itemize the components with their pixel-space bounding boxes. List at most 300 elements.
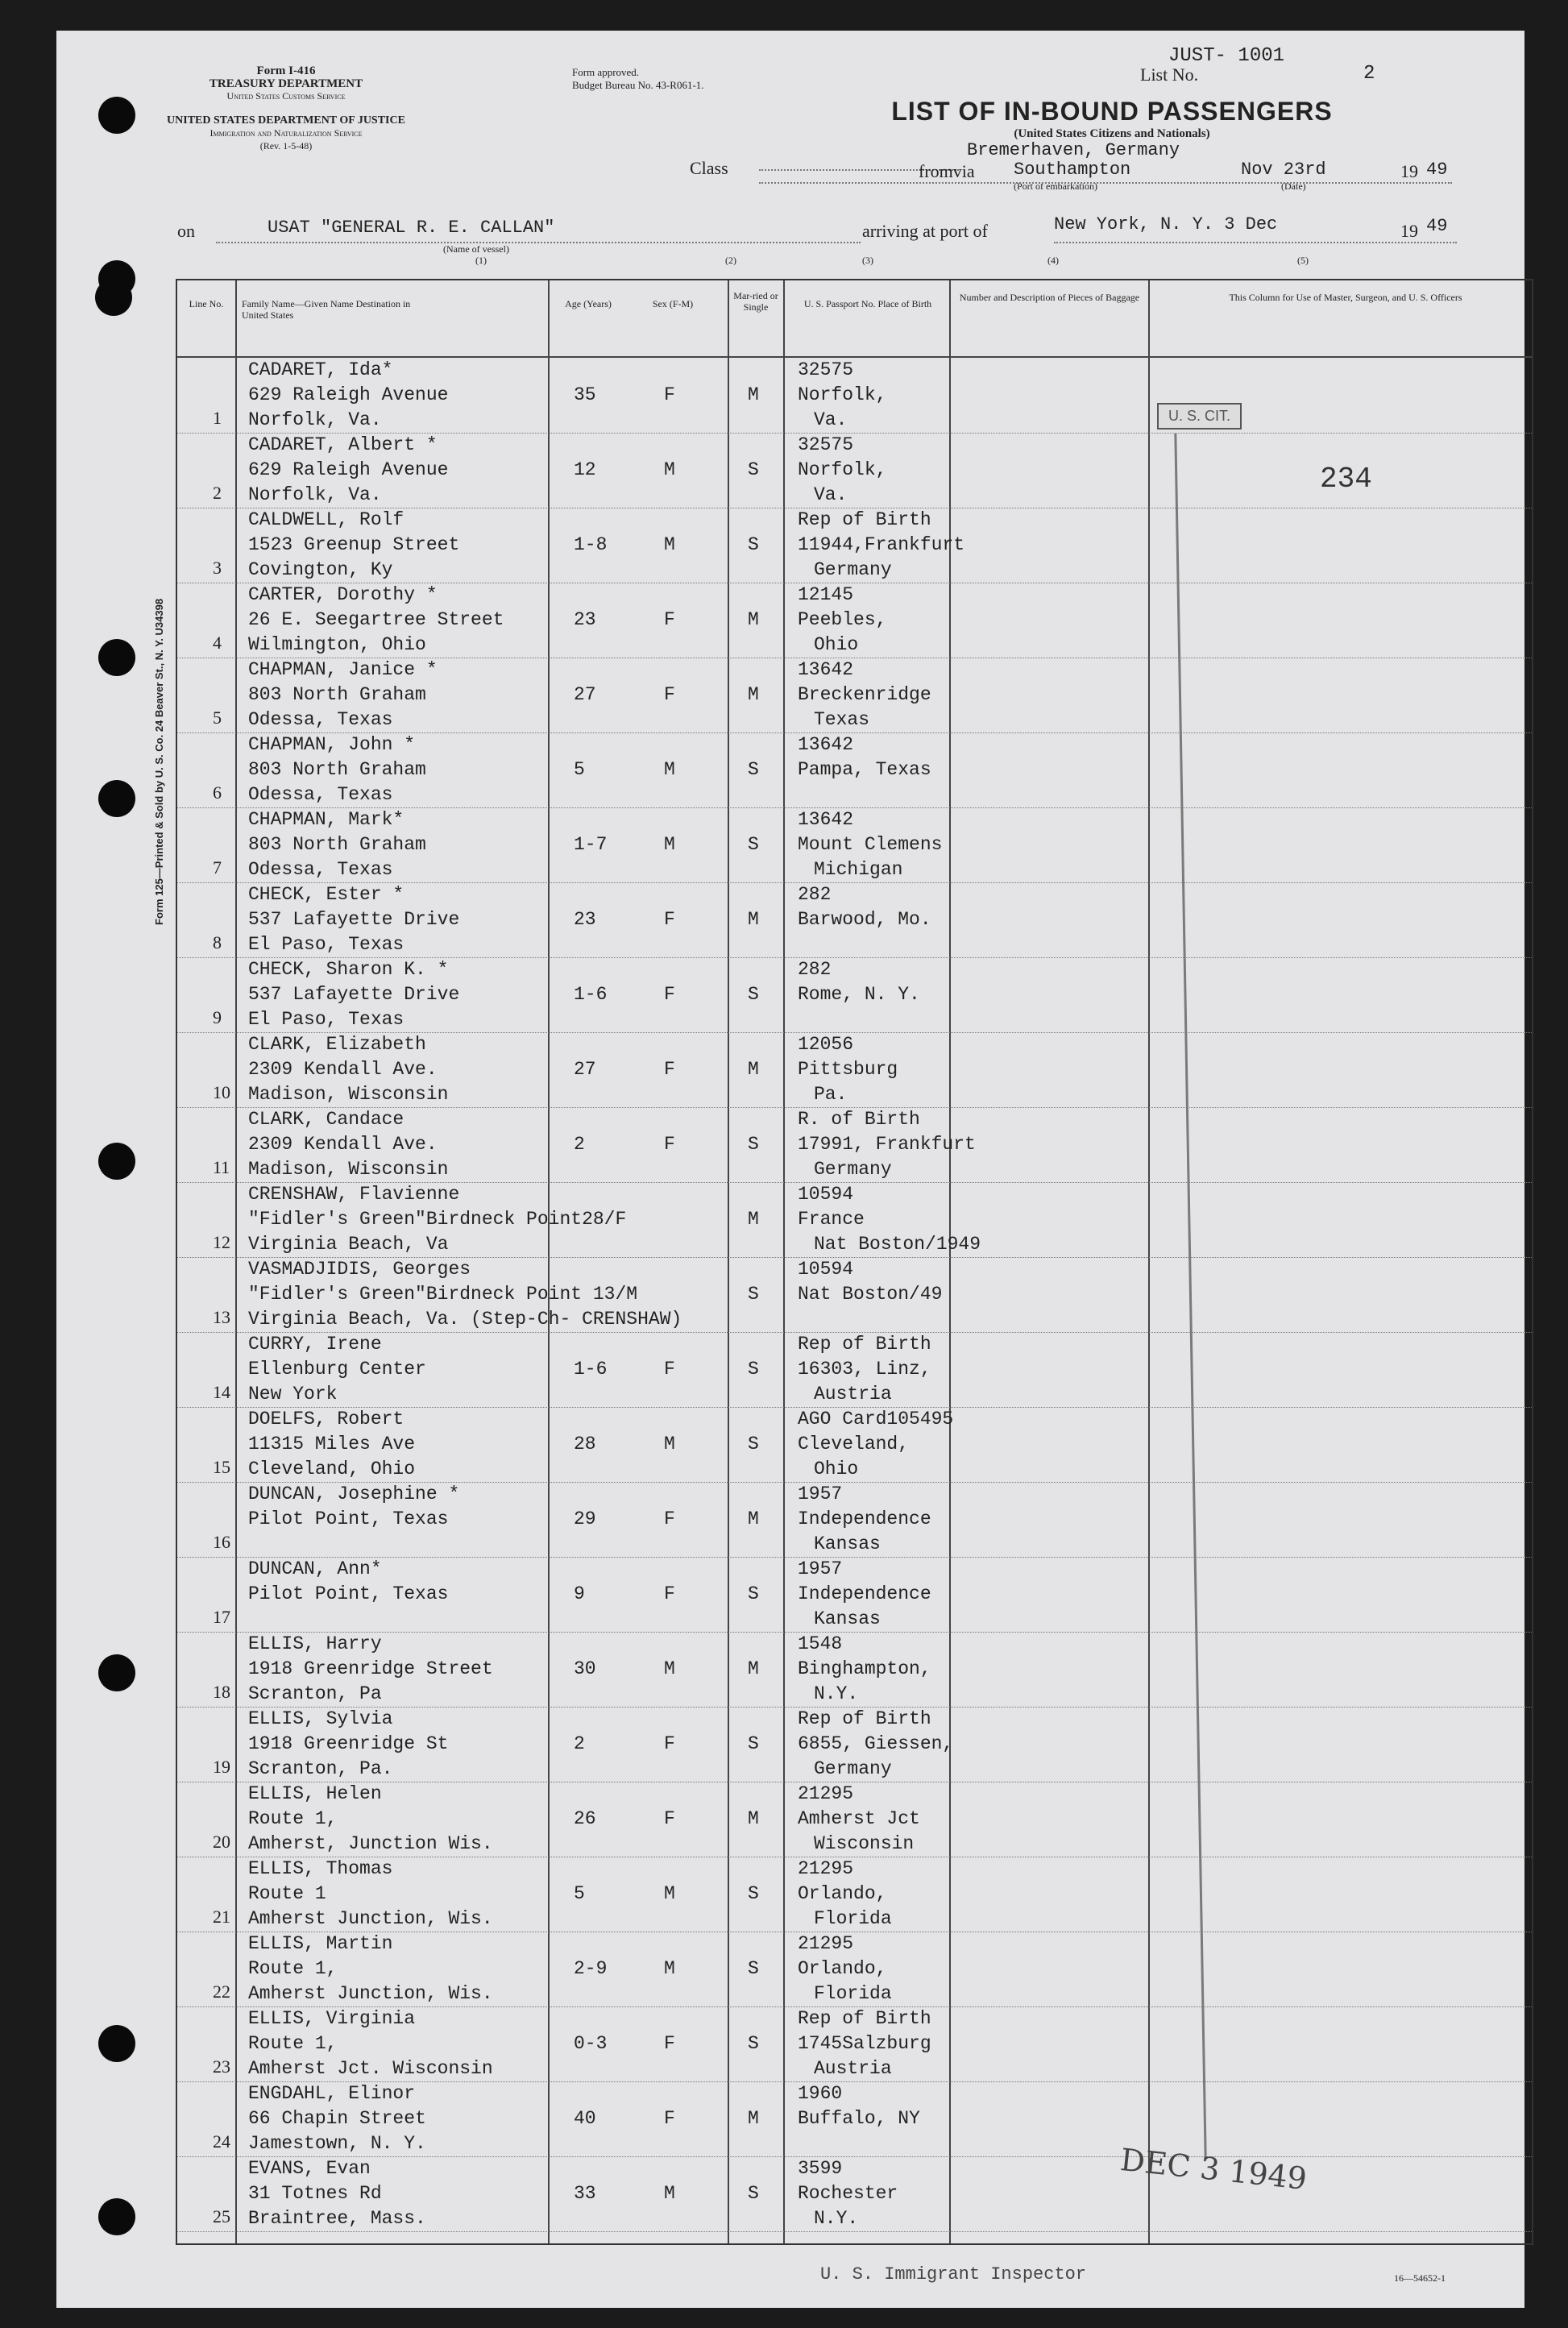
address-line: 31 Totnes Rd — [248, 2183, 382, 2204]
sex-cell: M — [664, 1658, 675, 1679]
birthplace-line: Va. — [814, 484, 848, 505]
address-line: 1523 Greenup Street — [248, 534, 460, 555]
address-line: 537 Lafayette Drive — [248, 909, 460, 930]
class-label: Class — [690, 158, 728, 178]
line-number: 22 — [213, 1981, 230, 2002]
passport-line: 282 — [798, 959, 832, 980]
city-line: Amherst, Junction Wis. — [248, 1833, 493, 1854]
punch-hole — [98, 1143, 135, 1180]
name-line: ELLIS, Virginia — [248, 2008, 416, 2029]
sex-cell: M — [664, 759, 675, 780]
passport-line: 10594 — [798, 1184, 854, 1205]
marital-cell: M — [748, 909, 759, 930]
name-line: CARTER, Dorothy * — [248, 584, 438, 605]
arrival-year-prefix: 19 — [1400, 221, 1418, 241]
birthplace-line: Kansas — [814, 1608, 881, 1629]
age-cell: 35 — [574, 384, 596, 405]
marital-cell: S — [748, 459, 759, 480]
sex-cell: F — [664, 1508, 675, 1529]
col-head-married: Mar-ried or Single — [733, 290, 778, 313]
name-line: ELLIS, Harry — [248, 1633, 382, 1654]
table-row — [177, 658, 1532, 733]
embark-caption: (Port of embarkation) — [1014, 181, 1097, 192]
table-row — [177, 1557, 1532, 1633]
line-number: 16 — [213, 1532, 230, 1552]
age-cell: 2 — [574, 1733, 585, 1754]
just-number: JUST- 1001 — [1168, 45, 1285, 67]
address-line: "Fidler's Green"Birdneck Point 13/M — [248, 1284, 638, 1305]
address-line: 2309 Kendall Ave. — [248, 1134, 438, 1155]
table-row — [177, 1707, 1532, 1782]
age-cell: 1-7 — [574, 834, 608, 855]
name-line: DOELFS, Robert — [248, 1409, 404, 1430]
punch-hole — [98, 780, 135, 817]
year-prefix: 19 — [1400, 161, 1418, 181]
line-number: 11 — [213, 1157, 230, 1177]
age-cell: 26 — [574, 1808, 596, 1829]
embark-port-1: Bremerhaven, Germany — [967, 140, 1180, 160]
name-line: CRENSHAW, Flavienne — [248, 1184, 460, 1205]
sex-cell: F — [664, 1808, 675, 1829]
name-line: CHAPMAN, Janice * — [248, 659, 438, 680]
address-line: Ellenburg Center — [248, 1359, 426, 1380]
age-cell: 28 — [574, 1434, 596, 1454]
passport-line: 12145 — [798, 584, 854, 605]
age-cell: 27 — [574, 1059, 596, 1080]
table-row — [177, 1182, 1532, 1258]
list-no-value: 2 — [1363, 63, 1375, 85]
city-line: Braintree, Mass. — [248, 2208, 426, 2229]
sex-cell: F — [664, 1359, 675, 1380]
col-head-line: Line No. — [189, 298, 224, 309]
passport-line: 3599 — [798, 2158, 843, 2179]
name-line: ELLIS, Helen — [248, 1783, 382, 1804]
name-line: CURRY, Irene — [248, 1334, 382, 1355]
address-line: 1918 Greenridge St — [248, 1733, 449, 1754]
city-line: El Paso, Texas — [248, 934, 404, 955]
arrival-dotted-line — [1054, 242, 1457, 243]
embark-year: 49 — [1426, 160, 1448, 180]
name-line: DUNCAN, Josephine * — [248, 1484, 460, 1504]
city-line: Odessa, Texas — [248, 784, 393, 805]
birthplace-line: Orlando, — [798, 1883, 887, 1904]
name-line: CLARK, Elizabeth — [248, 1034, 426, 1055]
customs-service: United States Customs Service — [226, 90, 346, 102]
city-line: Amherst Junction, Wis. — [248, 1908, 493, 1929]
sex-cell: F — [664, 1583, 675, 1604]
arrival-year: 49 — [1426, 216, 1448, 236]
punch-hole — [98, 639, 135, 676]
age-cell: 1-6 — [574, 1359, 608, 1380]
us-citizen-stamp: U. S. CIT. — [1157, 403, 1242, 429]
birthplace-line: Michigan — [814, 859, 903, 880]
table-row — [177, 1782, 1532, 1857]
on-label: on — [177, 221, 195, 241]
embark-date: Nov 23rd — [1241, 160, 1326, 180]
marital-cell: M — [748, 1059, 759, 1080]
passport-line: 12056 — [798, 1034, 854, 1055]
city-line: Virginia Beach, Va — [248, 1234, 449, 1255]
address-line: 1918 Greenridge Street — [248, 1658, 493, 1679]
address-line: 803 North Graham — [248, 684, 426, 705]
age-cell: 40 — [574, 2108, 596, 2129]
sex-cell: M — [664, 1883, 675, 1904]
line-number: 8 — [213, 932, 222, 952]
passport-line: 1960 — [798, 2083, 843, 2104]
birthplace-line: Pa. — [814, 1084, 848, 1105]
col-head-baggage: Number and Description of Pieces of Baggage — [959, 292, 1140, 303]
passport-line: Rep of Birth — [798, 509, 931, 530]
line-number: 4 — [213, 633, 222, 653]
address-line: 629 Raleigh Avenue — [248, 459, 449, 480]
marital-cell: S — [748, 2183, 759, 2204]
age-cell: 1-8 — [574, 534, 608, 555]
passport-line: 21295 — [798, 1858, 854, 1879]
address-line: Route 1 — [248, 1883, 326, 1904]
birthplace-line: Pampa, Texas — [798, 759, 931, 780]
birthplace-line: Rochester — [798, 2183, 898, 2204]
line-number: 15 — [213, 1457, 230, 1477]
marital-cell: S — [748, 534, 759, 555]
marital-cell: S — [748, 1134, 759, 1155]
birthplace-line: Norfolk, — [798, 459, 887, 480]
line-number: 5 — [213, 708, 222, 728]
address-line: Pilot Point, Texas — [248, 1508, 449, 1529]
birthplace-line: N.Y. — [814, 2208, 859, 2229]
city-line: Scranton, Pa. — [248, 1758, 393, 1779]
arrival-port: New York, N. Y. 3 Dec — [1054, 214, 1278, 234]
table-row — [177, 1482, 1532, 1558]
age-cell: 1-6 — [574, 984, 608, 1005]
birthplace-line: Nat Boston/49 — [798, 1284, 943, 1305]
passport-line: 21295 — [798, 1783, 854, 1804]
name-line: EVANS, Evan — [248, 2158, 371, 2179]
vessel-dotted-line — [216, 242, 861, 243]
name-line: CALDWELL, Rolf — [248, 509, 404, 530]
vessel-caption-num: (1) — [475, 255, 487, 266]
city-line: Odessa, Texas — [248, 709, 393, 730]
treasury-dept: TREASURY DEPARTMENT — [209, 77, 363, 90]
sex-cell: M — [664, 834, 675, 855]
birthplace-line: Austria — [814, 2058, 892, 2079]
birthplace-line: Germany — [814, 1159, 892, 1180]
birthplace-line: Mount Clemens — [798, 834, 943, 855]
age-cell: 33 — [574, 2183, 596, 2204]
table-row — [177, 2156, 1532, 2232]
line-number: 14 — [213, 1382, 230, 1402]
line-number: 6 — [213, 782, 222, 803]
birthplace-line: Nat Boston/1949 — [814, 1234, 981, 1255]
line-number: 2 — [213, 483, 222, 503]
name-line: CADARET, Ida* — [248, 359, 393, 380]
passport-line: AGO Card105495 — [798, 1409, 954, 1430]
birthplace-line: Pittsburg — [798, 1059, 898, 1080]
col-head-name: Family Name—Given Name Destination in United States — [242, 298, 411, 321]
marital-cell: S — [748, 834, 759, 855]
count-stamp: 234 — [1320, 463, 1372, 496]
table-row — [177, 882, 1532, 958]
city-line: Amherst Jct. Wisconsin — [248, 2058, 493, 2079]
passport-line: 1957 — [798, 1558, 843, 1579]
sex-cell: F — [664, 984, 675, 1005]
marital-cell: M — [748, 1209, 759, 1230]
punch-hole — [98, 2198, 135, 2235]
line-number: 23 — [213, 2056, 230, 2077]
ins-service: Immigration and Naturalization Service — [209, 127, 363, 139]
punch-hole — [98, 2025, 135, 2062]
city-line: Odessa, Texas — [248, 859, 393, 880]
city-line: Madison, Wisconsin — [248, 1159, 449, 1180]
form-number: Form I-416 — [256, 64, 316, 77]
marital-cell: M — [748, 1508, 759, 1529]
table-row — [177, 2081, 1532, 2157]
age-cell: 30 — [574, 1658, 596, 1679]
name-line: ELLIS, Martin — [248, 1933, 393, 1954]
marital-cell: M — [748, 2108, 759, 2129]
line-number: 1 — [213, 408, 222, 428]
vessel-caption: (Name of vessel) — [443, 243, 509, 255]
passport-line: 21295 — [798, 1933, 854, 1954]
name-line: CADARET, Albert * — [248, 434, 438, 455]
birthplace-line: Austria — [814, 1384, 892, 1405]
inspector-caption: U. S. Immigrant Inspector — [820, 2264, 1087, 2284]
birthplace-line: 6855, Giessen, — [798, 1733, 954, 1754]
passenger-table — [176, 279, 1533, 2245]
vessel-name: USAT "GENERAL R. E. CALLAN" — [268, 218, 555, 238]
birthplace-line: 11944,Frankfurt — [798, 534, 965, 555]
city-line: Jamestown, N. Y. — [248, 2133, 426, 2154]
sex-cell: F — [664, 1134, 675, 1155]
name-line: ELLIS, Sylvia — [248, 1708, 393, 1729]
table-row — [177, 807, 1532, 883]
line-number: 12 — [213, 1232, 230, 1252]
sex-cell: M — [664, 1958, 675, 1979]
age-cell: 23 — [574, 609, 596, 630]
city-line: Virginia Beach, Va. (Step-Ch- CRENSHAW) — [248, 1309, 682, 1330]
marital-cell: S — [748, 1883, 759, 1904]
marital-cell: S — [748, 1733, 759, 1754]
col-head-sex: Sex (F-M) — [652, 298, 694, 309]
justice-dept: UNITED STATES DEPARTMENT OF JUSTICE — [167, 114, 405, 127]
birthplace-line: Breckenridge — [798, 684, 931, 705]
col-num-3-top: (3) — [862, 255, 873, 266]
birthplace-line: Ohio — [814, 1459, 859, 1479]
age-cell: 5 — [574, 1883, 585, 1904]
col-num-2-top: (2) — [725, 255, 736, 266]
line-number: 18 — [213, 1682, 230, 1702]
birthplace-line: Texas — [814, 709, 870, 730]
class-dotted-line — [759, 182, 1452, 184]
sex-cell: M — [664, 2183, 675, 2204]
table-row — [177, 1407, 1532, 1483]
line-number: 10 — [213, 1082, 230, 1102]
age-cell: 5 — [574, 759, 585, 780]
birthplace-line: Germany — [814, 1758, 892, 1779]
table-row — [177, 957, 1532, 1033]
birthplace-line: Florida — [814, 1983, 892, 2004]
address-line: 66 Chapin Street — [248, 2108, 426, 2129]
sex-cell: M — [664, 459, 675, 480]
table-row — [177, 1632, 1532, 1708]
sex-cell: F — [664, 609, 675, 630]
name-line: DUNCAN, Ann* — [248, 1558, 382, 1579]
punch-hole — [98, 1654, 135, 1691]
address-line: 803 North Graham — [248, 834, 426, 855]
name-line: CLARK, Candace — [248, 1109, 404, 1130]
marital-cell: S — [748, 759, 759, 780]
passport-line: 13642 — [798, 809, 854, 830]
marital-cell: M — [748, 609, 759, 630]
age-cell: 12 — [574, 459, 596, 480]
passport-line: Rep of Birth — [798, 1708, 931, 1729]
marital-cell: S — [748, 1359, 759, 1380]
sex-cell: M — [664, 534, 675, 555]
birthplace-line: Norfolk, — [798, 384, 887, 405]
col-num-4-top: (4) — [1047, 255, 1059, 266]
name-line: ELLIS, Thomas — [248, 1858, 393, 1879]
birthplace-line: Cleveland, — [798, 1434, 910, 1454]
embark-port-2: Southampton — [1014, 160, 1131, 180]
name-line: CHAPMAN, John * — [248, 734, 416, 755]
revision: (Rev. 1-5-48) — [259, 140, 313, 151]
line-number: 13 — [213, 1307, 230, 1327]
age-cell: 29 — [574, 1508, 596, 1529]
address-line: Route 1, — [248, 1958, 338, 1979]
line-number: 24 — [213, 2131, 230, 2152]
line-number: 9 — [213, 1007, 222, 1027]
age-cell: 0-3 — [574, 2033, 608, 2054]
table-row — [177, 508, 1532, 583]
passport-line: 32575 — [798, 359, 854, 380]
address-line: Route 1, — [248, 1808, 338, 1829]
sex-cell: F — [664, 909, 675, 930]
birthplace-line: Ohio — [814, 634, 859, 655]
age-cell: 27 — [574, 684, 596, 705]
col-head-passport: U. S. Passport No. Place of Birth — [803, 298, 932, 309]
name-line: CHECK, Sharon K. * — [248, 959, 449, 980]
address-line: 2309 Kendall Ave. — [248, 1059, 438, 1080]
city-line: Norfolk, Va. — [248, 409, 382, 430]
sex-cell: F — [664, 2108, 675, 2129]
line-number: 19 — [213, 1757, 230, 1777]
passport-line: R. of Birth — [798, 1109, 920, 1130]
marital-cell: M — [748, 1808, 759, 1829]
birthplace-line: Florida — [814, 1908, 892, 1929]
marital-cell: S — [748, 1958, 759, 1979]
marital-cell: S — [748, 1583, 759, 1604]
table-row — [177, 1257, 1532, 1333]
birthplace-line: Rome, N. Y. — [798, 984, 920, 1005]
col-head-age: Age (Years) — [565, 298, 612, 309]
passport-line: 1957 — [798, 1484, 843, 1504]
city-line: Scranton, Pa — [248, 1683, 382, 1704]
marital-cell: M — [748, 1658, 759, 1679]
line-number: 21 — [213, 1907, 230, 1927]
line-number: 25 — [213, 2206, 230, 2226]
address-line: 26 E. Seegartree Street — [248, 609, 504, 630]
name-line: ENGDAHL, Elinor — [248, 2083, 416, 2104]
passport-line: Rep of Birth — [798, 1334, 931, 1355]
birthplace-line: Germany — [814, 559, 892, 580]
birthplace-line: Peebles, — [798, 609, 887, 630]
birthplace-line: 1745Salzburg — [798, 2033, 931, 2054]
col-head-officers: This Column for Use of Master, Surgeon, and U. S. Officers — [1229, 292, 1462, 303]
arriving-label: arriving at port of — [862, 221, 988, 241]
list-subtitle: (United States Citizens and Nationals) — [1014, 127, 1210, 140]
passport-line: 10594 — [798, 1259, 854, 1280]
address-line: 803 North Graham — [248, 759, 426, 780]
punch-hole — [98, 97, 135, 134]
marital-cell: M — [748, 384, 759, 405]
budget-bureau: Budget Bureau No. 43-R061-1. — [572, 79, 704, 91]
address-line: Pilot Point, Texas — [248, 1583, 449, 1604]
col-num-5-top: (5) — [1297, 255, 1309, 266]
punch-hole — [95, 279, 132, 316]
marital-cell: S — [748, 1434, 759, 1454]
sex-cell: F — [664, 684, 675, 705]
city-line: Norfolk, Va. — [248, 484, 382, 505]
line-number: 7 — [213, 857, 222, 878]
birthplace-line: Independence — [798, 1508, 931, 1529]
sex-cell: F — [664, 384, 675, 405]
sex-cell: M — [664, 1434, 675, 1454]
from-label: fromvia — [919, 161, 975, 181]
list-no-label: List No. — [1140, 64, 1199, 85]
footer-code: 16—54652-1 — [1394, 2272, 1446, 2284]
passport-line: 13642 — [798, 659, 854, 680]
marital-cell: M — [748, 684, 759, 705]
name-line: CHECK, Ester * — [248, 884, 404, 905]
birthplace-line: 16303, Linz, — [798, 1359, 931, 1380]
table-row — [177, 2006, 1532, 2082]
marital-cell: S — [748, 1284, 759, 1305]
table-row — [177, 1857, 1532, 1932]
birthplace-line: N.Y. — [814, 1683, 859, 1704]
age-cell: 23 — [574, 909, 596, 930]
date-caption: (Date) — [1281, 181, 1306, 192]
birthplace-line: Kansas — [814, 1533, 881, 1554]
list-title: LIST OF IN-BOUND PASSENGERS — [891, 97, 1333, 126]
sex-cell: F — [664, 1059, 675, 1080]
table-row — [177, 732, 1532, 808]
birthplace-line: Binghampton, — [798, 1658, 931, 1679]
table-row — [177, 583, 1532, 658]
line-number: 20 — [213, 1832, 230, 1852]
table-row — [177, 1107, 1532, 1183]
name-line: VASMADJIDIS, Georges — [248, 1259, 471, 1280]
birthplace-line: Independence — [798, 1583, 931, 1604]
line-number: 17 — [213, 1607, 230, 1627]
address-line: 537 Lafayette Drive — [248, 984, 460, 1005]
city-line: El Paso, Texas — [248, 1009, 404, 1030]
city-line: New York — [248, 1384, 338, 1405]
city-line: Cleveland, Ohio — [248, 1459, 416, 1479]
passport-line: 1548 — [798, 1633, 843, 1654]
passport-line: 32575 — [798, 434, 854, 455]
birthplace-line: Orlando, — [798, 1958, 887, 1979]
birthplace-line: France — [798, 1209, 865, 1230]
city-line: Amherst Junction, Wis. — [248, 1983, 493, 2004]
city-line: Covington, Ky — [248, 559, 393, 580]
line-number: 3 — [213, 558, 222, 578]
passport-line: 282 — [798, 884, 832, 905]
marital-cell: S — [748, 984, 759, 1005]
sex-cell: F — [664, 2033, 675, 2054]
table-row — [177, 1032, 1532, 1108]
printer-side-text: Form 125—Printed & Sold by U. S. Co. 24 Beaver St., N. Y. U34398 — [153, 598, 165, 925]
birthplace-line: Wisconsin — [814, 1833, 915, 1854]
table-row — [177, 1932, 1532, 2007]
